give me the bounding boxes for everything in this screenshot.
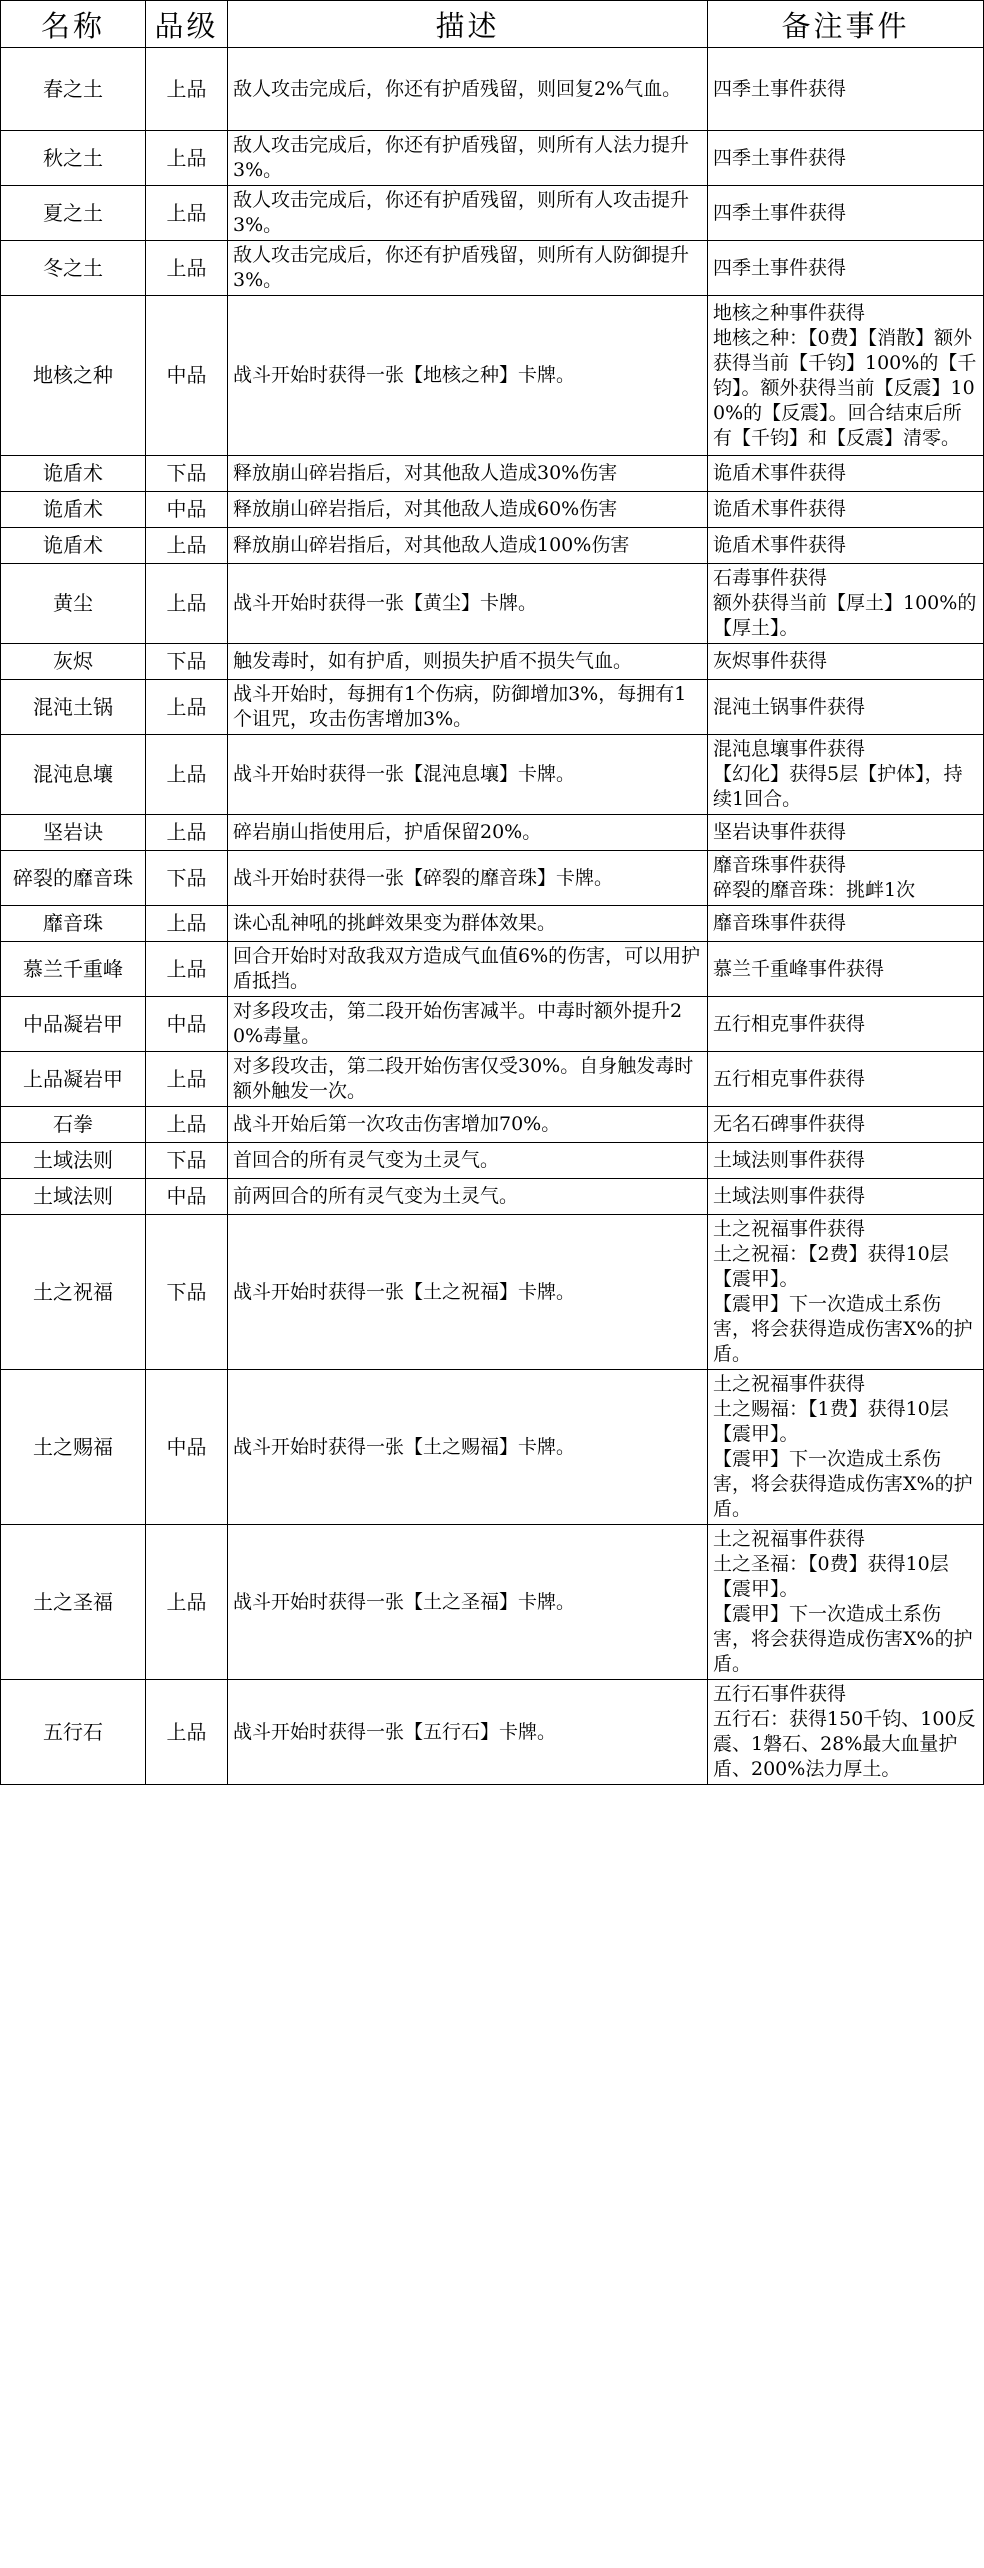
desc-cell: 战斗开始后第一次攻击伤害增加70%。 [228, 1107, 708, 1143]
name-cell: 上品凝岩甲 [1, 1052, 146, 1107]
name-cell: 混沌土锅 [1, 680, 146, 735]
note-cell: 土之祝福事件获得 土之祝福：【2费】获得10层【震甲】。 【震甲】下一次造成土系伤害，将会获得造成伤害X%的护盾。 [708, 1215, 984, 1370]
table-row [1, 1052, 984, 1107]
name-cell: 土之祝福 [1, 1215, 146, 1370]
note-cell: 土之祝福事件获得 土之圣福：【0费】获得10层【震甲】。 【震甲】下一次造成土系伤害，将会获得造成伤害X%的护盾。 [708, 1525, 984, 1680]
table-row [1, 131, 984, 186]
note-cell: 土之祝福事件获得 土之赐福：【1费】获得10层【震甲】。 【震甲】下一次造成土系伤害，将会获得造成伤害X%的护盾。 [708, 1370, 984, 1525]
note-cell: 诡盾术事件获得 [708, 528, 984, 564]
name-cell: 诡盾术 [1, 492, 146, 528]
desc-cell: 战斗开始时，每拥有1个伤病，防御增加3%，每拥有1个诅咒，攻击伤害增加3%。 [228, 680, 708, 735]
grade-cell: 下品 [146, 1143, 228, 1179]
note-cell: 慕兰千重峰事件获得 [708, 942, 984, 997]
grade-cell: 上品 [146, 1525, 228, 1680]
grade-cell: 上品 [146, 528, 228, 564]
name-cell: 地核之种 [1, 296, 146, 456]
header-grade: 品级 [146, 1, 228, 48]
name-cell: 灰烬 [1, 644, 146, 680]
desc-cell: 对多段攻击，第二段开始伤害减半。中毒时额外提升20%毒量。 [228, 997, 708, 1052]
name-cell: 石拳 [1, 1107, 146, 1143]
desc-cell: 诛心乱神吼的挑衅效果变为群体效果。 [228, 906, 708, 942]
name-cell: 土之赐福 [1, 1370, 146, 1525]
grade-cell: 中品 [146, 1370, 228, 1525]
grade-cell: 上品 [146, 680, 228, 735]
table-row [1, 241, 984, 296]
name-cell: 土域法则 [1, 1179, 146, 1215]
desc-cell: 战斗开始时获得一张【土之祝福】卡牌。 [228, 1215, 708, 1370]
note-cell: 靡音珠事件获得 [708, 906, 984, 942]
grade-cell: 上品 [146, 942, 228, 997]
table-row [1, 48, 984, 131]
grade-cell: 上品 [146, 815, 228, 851]
name-cell: 中品凝岩甲 [1, 997, 146, 1052]
desc-cell: 前两回合的所有灵气变为土灵气。 [228, 1179, 708, 1215]
table-row [1, 1107, 984, 1143]
note-cell: 四季土事件获得 [708, 241, 984, 296]
name-cell: 碎裂的靡音珠 [1, 851, 146, 906]
desc-cell: 战斗开始时获得一张【五行石】卡牌。 [228, 1680, 708, 1785]
note-cell: 靡音珠事件获得 碎裂的靡音珠：挑衅1次 [708, 851, 984, 906]
table-row [1, 296, 984, 456]
desc-cell: 战斗开始时获得一张【黄尘】卡牌。 [228, 564, 708, 644]
desc-cell: 回合开始时对敌我双方造成气血值6%的伤害，可以用护盾抵挡。 [228, 942, 708, 997]
name-cell: 诡盾术 [1, 456, 146, 492]
table-row [1, 1370, 984, 1525]
note-cell: 石毒事件获得 额外获得当前【厚土】100%的【厚土】。 [708, 564, 984, 644]
name-cell: 五行石 [1, 1680, 146, 1785]
table-row [1, 942, 984, 997]
note-cell: 五行相克事件获得 [708, 997, 984, 1052]
grade-cell: 上品 [146, 186, 228, 241]
desc-cell: 战斗开始时获得一张【碎裂的靡音珠】卡牌。 [228, 851, 708, 906]
desc-cell: 释放崩山碎岩指后，对其他敌人造成100%伤害 [228, 528, 708, 564]
grade-cell: 中品 [146, 296, 228, 456]
note-cell: 五行相克事件获得 [708, 1052, 984, 1107]
note-cell: 土域法则事件获得 [708, 1143, 984, 1179]
note-cell: 四季土事件获得 [708, 186, 984, 241]
note-cell: 无名石碑事件获得 [708, 1107, 984, 1143]
grade-cell: 上品 [146, 906, 228, 942]
table-row [1, 815, 984, 851]
name-cell: 坚岩诀 [1, 815, 146, 851]
name-cell: 秋之土 [1, 131, 146, 186]
table-row [1, 1680, 984, 1785]
grade-cell: 上品 [146, 241, 228, 296]
note-cell: 混沌息壤事件获得 【幻化】获得5层【护体】，持续1回合。 [708, 735, 984, 815]
desc-cell: 敌人攻击完成后，你还有护盾残留，则所有人防御提升3%。 [228, 241, 708, 296]
grade-cell: 中品 [146, 492, 228, 528]
table-row [1, 456, 984, 492]
desc-cell: 敌人攻击完成后，你还有护盾残留，则回复2%气血。 [228, 48, 708, 131]
note-cell: 土域法则事件获得 [708, 1179, 984, 1215]
name-cell: 靡音珠 [1, 906, 146, 942]
desc-cell: 释放崩山碎岩指后，对其他敌人造成30%伤害 [228, 456, 708, 492]
note-cell: 四季土事件获得 [708, 131, 984, 186]
note-cell: 地核之种事件获得 地核之种：【0费】【消散】额外获得当前【千钧】100%的【千钧】。额外获得当前【反震】100%的【反震】。回合结束后所有【千钧】和【反震】清零。 [708, 296, 984, 456]
desc-cell: 战斗开始时获得一张【地核之种】卡牌。 [228, 296, 708, 456]
note-cell: 四季土事件获得 [708, 48, 984, 131]
name-cell: 诡盾术 [1, 528, 146, 564]
desc-cell: 战斗开始时获得一张【混沌息壤】卡牌。 [228, 735, 708, 815]
table-row [1, 492, 984, 528]
grade-cell: 上品 [146, 735, 228, 815]
note-cell: 五行石事件获得 五行石：获得150千钧、100反震、1磐石、28%最大血量护盾、200%法力厚土。 [708, 1680, 984, 1785]
name-cell: 土之圣福 [1, 1525, 146, 1680]
name-cell: 慕兰千重峰 [1, 942, 146, 997]
header-note: 备注事件 [708, 1, 984, 48]
header-row [1, 1, 984, 48]
grade-cell: 下品 [146, 851, 228, 906]
grade-cell: 中品 [146, 1179, 228, 1215]
name-cell: 土域法则 [1, 1143, 146, 1179]
table-row [1, 1143, 984, 1179]
table-row [1, 1525, 984, 1680]
note-cell: 坚岩诀事件获得 [708, 815, 984, 851]
grade-cell: 上品 [146, 564, 228, 644]
name-cell: 夏之土 [1, 186, 146, 241]
table-row [1, 528, 984, 564]
note-cell: 诡盾术事件获得 [708, 456, 984, 492]
table-row [1, 997, 984, 1052]
table-row [1, 644, 984, 680]
note-cell: 灰烬事件获得 [708, 644, 984, 680]
table-row [1, 735, 984, 815]
desc-cell: 对多段攻击，第二段开始伤害仅受30%。自身触发毒时额外触发一次。 [228, 1052, 708, 1107]
desc-cell: 碎岩崩山指使用后，护盾保留20%。 [228, 815, 708, 851]
grade-cell: 上品 [146, 48, 228, 131]
grade-cell: 上品 [146, 1107, 228, 1143]
desc-cell: 敌人攻击完成后，你还有护盾残留，则所有人攻击提升3%。 [228, 186, 708, 241]
grade-cell: 中品 [146, 997, 228, 1052]
desc-cell: 触发毒时，如有护盾，则损失护盾不损失气血。 [228, 644, 708, 680]
grade-cell: 下品 [146, 644, 228, 680]
grade-cell: 上品 [146, 1052, 228, 1107]
table-row [1, 186, 984, 241]
desc-cell: 首回合的所有灵气变为土灵气。 [228, 1143, 708, 1179]
name-cell: 混沌息壤 [1, 735, 146, 815]
note-cell: 诡盾术事件获得 [708, 492, 984, 528]
grade-cell: 上品 [146, 1680, 228, 1785]
desc-cell: 释放崩山碎岩指后，对其他敌人造成60%伤害 [228, 492, 708, 528]
name-cell: 春之土 [1, 48, 146, 131]
note-cell: 混沌土锅事件获得 [708, 680, 984, 735]
name-cell: 冬之土 [1, 241, 146, 296]
table-row [1, 1179, 984, 1215]
name-cell: 黄尘 [1, 564, 146, 644]
desc-cell: 战斗开始时获得一张【土之赐福】卡牌。 [228, 1370, 708, 1525]
table-row [1, 564, 984, 644]
table-row [1, 680, 984, 735]
grade-cell: 下品 [146, 456, 228, 492]
grade-cell: 下品 [146, 1215, 228, 1370]
grade-cell: 上品 [146, 131, 228, 186]
table-row [1, 906, 984, 942]
header-name: 名称 [1, 1, 146, 48]
desc-cell: 战斗开始时获得一张【土之圣福】卡牌。 [228, 1525, 708, 1680]
table-row [1, 851, 984, 906]
table-row [1, 1215, 984, 1370]
desc-cell: 敌人攻击完成后，你还有护盾残留，则所有人法力提升3%。 [228, 131, 708, 186]
header-desc: 描述 [228, 1, 708, 48]
